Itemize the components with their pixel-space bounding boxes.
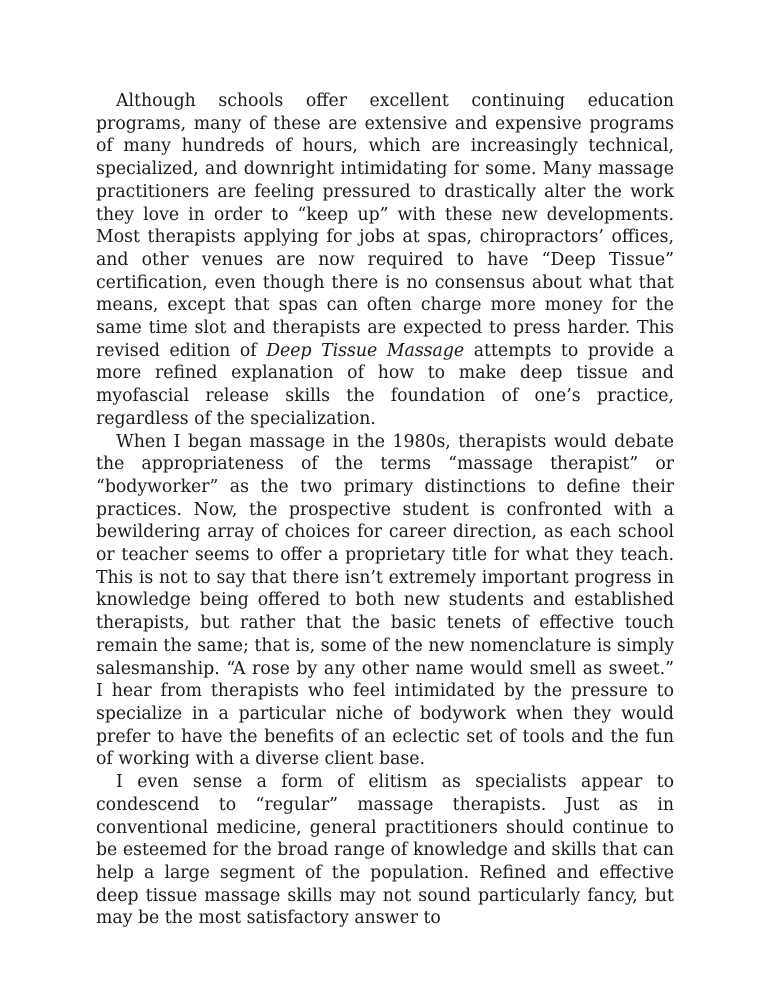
paragraph-text-part: Although schools offer excellent continuing education programs, many of these are extensive and expensive programs of many hundreds of hours, which are increasingly technical, specialized, and downright intimidating for some. Many massage practitioners are feeling pressured to drastically alter the work they love in order to “keep up” with these new developments. Most therapists applying for jobs at spas, chiropractors’ offices, and other venues are now required to have “Deep Tissue” certification, even though there is no consensus about what that means, except that spas can often charge more money for the same time slot and therapists are expected to press harder. This revised edition of (96, 91, 674, 361)
book-title-reference: Deep Tissue Massage (266, 340, 465, 361)
book-page-text (96, 90, 674, 930)
paragraph-elitism: I even sense a form of elitism as specialists appear to condescend to “regular” massage therapists. Just as in conventional medicine, general practitioners should continue to be esteemed for the broad range of knowledge and skills that can help a large segment of the population. Refined and effective deep tissue massage skills may not sound particularly fancy, but may be the most satisfactory answer to (96, 772, 674, 929)
paragraph-continuing-education (96, 90, 674, 431)
paragraph-terminology: When I began massage in the 1980s, therapists would debate the appropriateness of the terms “massage therapist” or “bodyworker” as the two primary distinctions to define their practices. Now, the prospective student is confronted with a bewildering array of choices for career direction, as each school or teacher seems to offer a proprietary title for what they teach. This is not to say that there isn’t extremely important progress in knowledge being offered to both new students and established therapists, but rather that the basic tenets of effective touch remain the same; that is, some of the new nomenclature is simply salesmanship. “A rose by any other name would smell as sweet.” I hear from therapists who feel intimidated by the pressure to specialize in a particular niche of bodywork when they would prefer to have the benefits of an eclectic set of tools and the fun of working with a diverse client base. (96, 431, 674, 770)
paragraph-text-part: attempts to provide a more refined explanation of how to make deep tissue and myofascial release skills the foundation of one’s practice, regardless of the specialization. (96, 340, 674, 429)
